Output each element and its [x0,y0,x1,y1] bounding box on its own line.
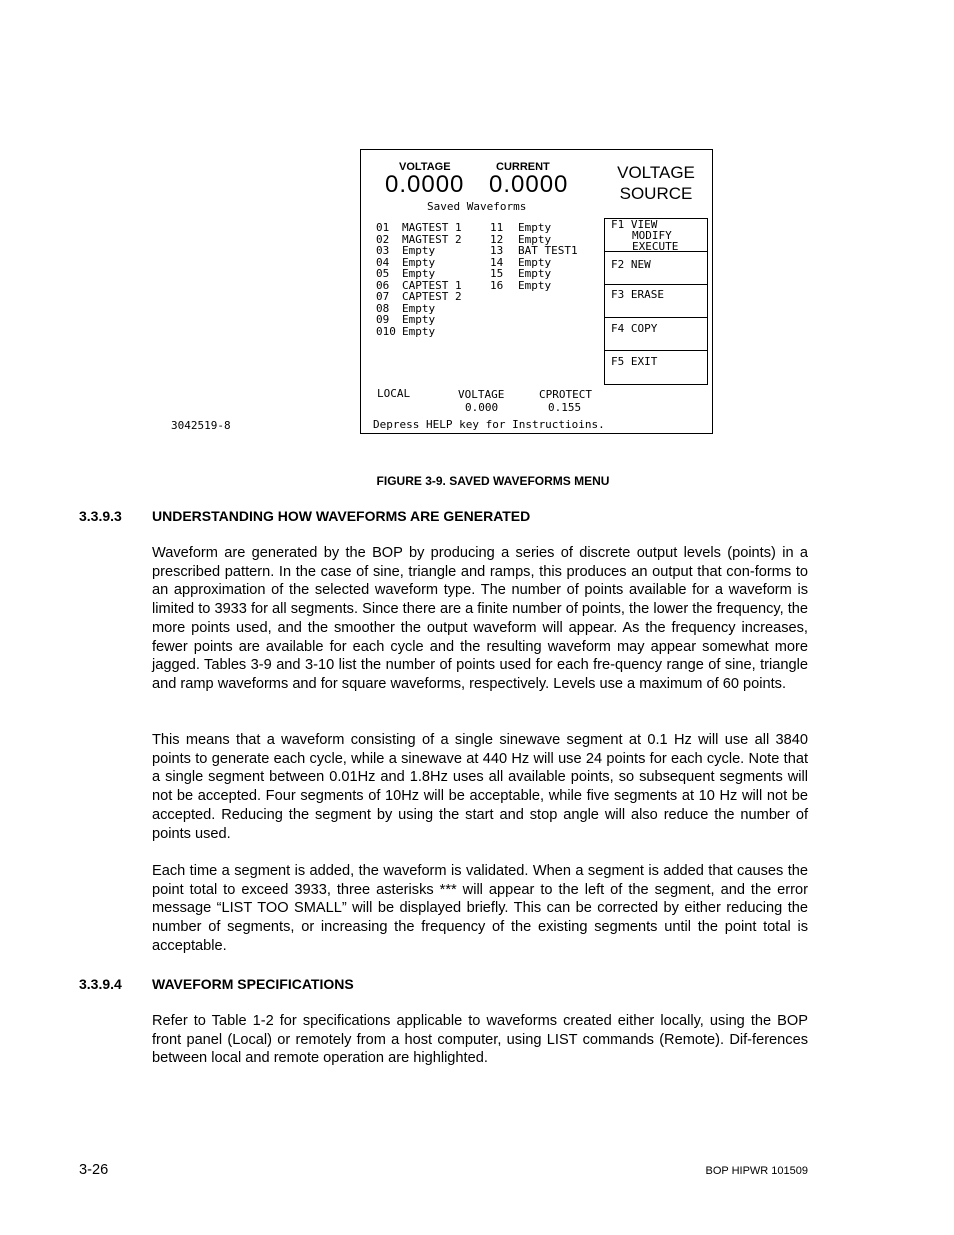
waveform-slot-num: 11 [490,221,504,234]
f5-key[interactable] [605,351,707,384]
waveform-slot-num: 01 [376,221,390,234]
body-paragraph: This means that a waveform consisting of a single sinewave segment at 0.1 Hz will use all 3840 points to generate each cycle, while a sinewave at 440 Hz will use 24 points for each cycle. Note that a single segment between 0.01Hz and 1.8Hz uses all available points, so subsequent segments will not be accepted. Four segments of 10Hz will be acceptable, while five segments at 10 Hz will not be accepted. Reducing the segment by using the start and stop angle will also reduce the number of points used. [152,732,808,842]
waveform-slot-num: 09 [376,313,390,326]
body-paragraph: Waveform are generated by the BOP by producing a series of discrete output levels (points) in a prescribed pattern. In the case of sine, triangle and ramps, this produces an output that con-forms to an approximation of the selected waveform type. The number of points available for a waveform is limited to 3933 for all segments. Since there are a finite number of points, the lower the frequency, the more points used, and the smoother the output waveform will appear. As the frequency increases, fewer points are available for each cycle and the resulting waveform may appear somewhat more jagged. Tables 3-9 and 3-10 list the number of points used for each fre-quency range of sine, triangle and ramp waveforms and for square waveforms, respectively. Levels use a maximum of 60 points. [152,545,808,692]
section-title: WAVEFORM SPECIFICATIONS [152,976,354,992]
waveform-slot-name: Empty [518,232,552,246]
waveform-slot-name: Empty [518,221,552,234]
status-voltage-label: VOLTAGE [458,388,505,401]
f2-key-label: F2 NEW [611,258,651,271]
voltage-readout-label: VOLTAGE [399,161,451,173]
waveform-slot-num: 13 [490,244,504,257]
waveform-slot-name: Empty [518,255,552,269]
function-key-menu [604,218,708,385]
page-number: 3-26 [79,1162,109,1178]
waveform-slot-num: 08 [376,301,390,315]
body-paragraph: Each time a segment is added, the waveform is validated. When a segment is added that causes the point total to exceed 3933, three asterisks *** will appear to the left of the segment, and the error message “LIST TOO SMALL” will be displayed briefly. This can be corrected by either reducing the number of segments, or increasing the frequency of the existing segments until the point total is acceptable. [152,863,808,954]
f3-key[interactable] [605,285,707,318]
f1-key-label: F1 VIEW [611,218,658,231]
waveform-slot-name: Empty [402,301,436,315]
help-message: Depress HELP key for Instructioins. [373,418,605,431]
waveform-slot-num: 16 [490,278,504,292]
document-id: BOP HIPWR 101509 [705,1165,808,1177]
section-heading [79,976,354,992]
status-cprotect-label: CPROTECT [539,388,592,401]
f4-key-label: F4 COPY [611,322,658,335]
figure-id: 3042519-8 [171,419,231,432]
f1-execute-label: EXECUTE [632,240,679,253]
waveform-slot-name: CAPTEST 1 [402,278,462,292]
voltage-readout-value: 0.0000 [385,171,465,198]
saved-waveforms-title: Saved Waveforms [427,200,527,213]
waveform-slot-num: 03 [376,244,390,257]
section-heading [79,508,530,524]
section-title: UNDERSTANDING HOW WAVEFORMS ARE GENERATED [152,508,531,524]
waveform-slot-name: Empty [402,255,436,269]
waveform-slot-num: 15 [490,267,504,280]
waveform-slot-name: Empty [518,267,552,280]
current-readout-label: CURRENT [496,161,550,173]
f3-key-label: F3 ERASE [611,288,664,301]
status-cprotect-value: 0.155 [548,401,582,414]
waveform-slot-name: Empty [402,324,436,338]
waveform-slot-num: 04 [376,255,390,269]
waveform-slot-num: 07 [376,290,390,303]
waveform-slot-num: 02 [376,232,390,246]
waveform-slot-num: 05 [376,267,390,280]
waveform-slot-num: 06 [376,278,390,292]
f5-key-label: F5 EXIT [611,355,658,368]
waveform-slot-name: Empty [518,278,552,292]
mode-title-line2: SOURCE [619,184,693,203]
waveform-slot-name: Empty [402,244,436,257]
section-number: 3.3.9.3 [79,508,122,524]
status-local: LOCAL [377,387,411,400]
waveform-slot-name: MAGTEST 2 [402,232,462,246]
saved-waveforms-screen-figure [360,149,713,434]
f1-key[interactable] [605,219,707,252]
waveform-slot-name: BAT TEST1 [518,244,578,257]
mode-title-line1: VOLTAGE [617,163,695,182]
waveform-slot-num: 14 [490,255,504,269]
mode-title [606,162,706,204]
waveform-slot-name: Empty [402,313,436,326]
waveform-slot-num: 12 [490,232,504,246]
current-readout-value: 0.0000 [489,171,569,198]
waveform-slot-name: MAGTEST 1 [402,221,462,234]
section-number: 3.3.9.4 [79,976,122,992]
status-voltage-value: 0.000 [465,401,499,414]
f4-key[interactable] [605,318,707,351]
figure-caption: FIGURE 3-9. SAVED WAVEFORMS MENU [376,474,610,488]
f2-key[interactable] [605,252,707,285]
waveform-slot-num: 010 [376,324,396,338]
body-paragraph: Refer to Table 1-2 for specifications applicable to waveforms created either locally, using the BOP front panel (Local) or remotely from a host computer, using LIST commands (Remote). Dif-ferences between local and remote operation are highlighted. [152,1013,808,1067]
waveform-slot-name: CAPTEST 2 [402,290,462,303]
waveform-slot-name: Empty [402,267,436,280]
f1-modify-label: MODIFY [632,229,672,242]
